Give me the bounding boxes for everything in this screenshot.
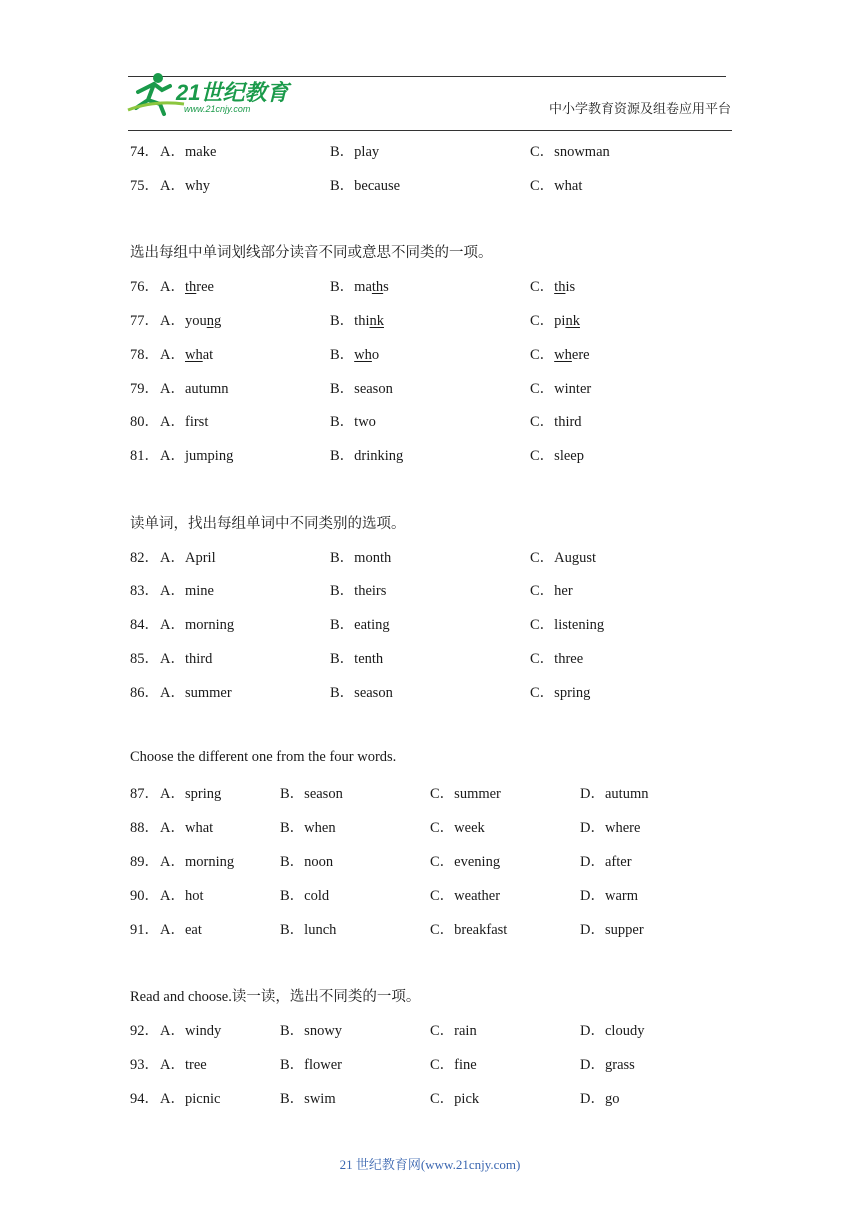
option-label: B．: [280, 854, 305, 870]
logo-url: www.21cnjy.com: [184, 104, 251, 114]
option-word: make: [184, 144, 217, 160]
option-label: C．: [530, 347, 555, 363]
option-label: A．: [160, 617, 185, 633]
question-number: 78．: [130, 347, 159, 363]
option-a[interactable]: [160, 410, 208, 431]
option-d[interactable]: [580, 1053, 635, 1074]
option-a[interactable]: [160, 444, 233, 465]
option-word: because: [354, 178, 401, 194]
option-word: winter: [554, 381, 592, 397]
option-word: play: [354, 144, 380, 160]
option-c[interactable]: [430, 1019, 477, 1040]
option-word: jumping: [184, 448, 234, 464]
option-word: what: [554, 178, 583, 194]
option-label: B．: [330, 617, 355, 633]
option-a[interactable]: [160, 816, 213, 837]
option-word: why: [184, 178, 210, 194]
section-instruction: Read and choose.读一读，选出不同类的一项。: [130, 989, 421, 1005]
option-c[interactable]: [430, 1087, 479, 1108]
option-label: B．: [330, 583, 355, 599]
option-label: D．: [580, 1091, 605, 1107]
option-label: A．: [160, 178, 185, 194]
option-word: week: [454, 820, 485, 836]
option-label: A．: [160, 144, 185, 160]
option-label: C．: [430, 888, 455, 904]
option-c[interactable]: [530, 579, 573, 600]
option-label: C．: [530, 381, 555, 397]
underlined-part: wh: [354, 347, 372, 363]
option-a[interactable]: [160, 174, 210, 195]
option-word: mine: [184, 583, 214, 599]
option-b[interactable]: [280, 884, 329, 905]
option-word: season: [304, 786, 343, 802]
option-label: D．: [580, 888, 605, 904]
question-number: 75．: [130, 178, 159, 194]
option-word: season: [354, 685, 393, 701]
option-label: B．: [280, 888, 305, 904]
option-word: autumn: [184, 381, 229, 397]
option-label: A．: [160, 347, 185, 363]
option-b[interactable]: [330, 275, 389, 296]
question-number: 88．: [130, 820, 159, 836]
underlined-part: th: [184, 279, 197, 295]
option-b[interactable]: [330, 343, 379, 364]
option-word: autumn: [604, 786, 649, 802]
option-word: August: [554, 550, 597, 566]
option-word: her: [554, 583, 573, 599]
option-word: picnic: [184, 1091, 221, 1107]
option-label: C．: [430, 1023, 455, 1039]
option-label: D．: [580, 820, 605, 836]
option-c[interactable]: [530, 140, 610, 161]
option-label: B．: [330, 448, 355, 464]
option-b[interactable]: [280, 850, 333, 871]
option-label: C．: [430, 1057, 455, 1073]
option-word: windy: [184, 1023, 222, 1039]
option-label: C．: [530, 550, 555, 566]
question-number: 90．: [130, 888, 159, 904]
option-word: breakfast: [454, 922, 508, 938]
option-a[interactable]: [160, 309, 221, 330]
question-number: 74．: [130, 144, 159, 160]
question-number: 76．: [130, 279, 159, 295]
question-number: 83．: [130, 583, 159, 599]
option-word: morning: [184, 617, 235, 633]
option-word: grass: [604, 1057, 635, 1073]
question-number: 92．: [130, 1023, 159, 1039]
option-a[interactable]: [160, 343, 213, 364]
option-a[interactable]: [160, 1053, 207, 1074]
option-a[interactable]: [160, 1019, 221, 1040]
option-b[interactable]: [280, 782, 343, 803]
option-word: pick: [454, 1091, 480, 1107]
option-d[interactable]: [580, 1019, 644, 1040]
option-label: A．: [160, 1057, 185, 1073]
option-label: D．: [580, 1023, 605, 1039]
option-c[interactable]: [430, 918, 507, 939]
option-a[interactable]: [160, 850, 234, 871]
option-word: tree: [184, 1057, 207, 1073]
option-word: two: [354, 414, 376, 430]
option-c[interactable]: [530, 174, 582, 195]
option-word: cold: [304, 888, 330, 904]
option-label: A．: [160, 313, 185, 329]
option-word: where: [554, 347, 590, 363]
option-word: lunch: [304, 922, 337, 938]
option-c[interactable]: [430, 884, 500, 905]
option-label: B．: [330, 178, 355, 194]
underlined-part: nk: [565, 313, 580, 329]
underlined-part: th: [554, 279, 566, 295]
option-word: what: [184, 820, 214, 836]
option-label: B．: [280, 820, 305, 836]
option-c[interactable]: [430, 1053, 477, 1074]
option-c[interactable]: [530, 275, 575, 296]
option-word: fine: [454, 1057, 477, 1073]
underlined-part: wh: [184, 347, 203, 363]
question-number: 79．: [130, 381, 159, 397]
option-word: go: [604, 1091, 620, 1107]
option-label: A．: [160, 854, 185, 870]
option-b[interactable]: [280, 1019, 342, 1040]
option-word: warm: [604, 888, 638, 904]
option-c[interactable]: [530, 647, 583, 668]
option-b[interactable]: [330, 140, 379, 161]
option-label: A．: [160, 381, 185, 397]
question-number: 86．: [130, 685, 159, 701]
option-b[interactable]: [330, 613, 390, 634]
option-word: summer: [184, 685, 232, 701]
option-a[interactable]: [160, 918, 202, 939]
option-word: noon: [304, 854, 334, 870]
section-instruction: Choose the different one from the four words.: [130, 749, 397, 765]
question-number: 94．: [130, 1091, 159, 1107]
option-word: tenth: [354, 651, 384, 667]
option-b[interactable]: [330, 681, 393, 702]
option-word: snowy: [304, 1023, 343, 1039]
option-label: A．: [160, 1023, 185, 1039]
option-label: C．: [530, 414, 555, 430]
footer: 21 世纪教育网(www.21cnjy.com): [339, 1157, 521, 1172]
logo: [124, 70, 294, 118]
option-label: A．: [160, 888, 185, 904]
question-number: 93．: [130, 1057, 159, 1073]
option-d[interactable]: [580, 1087, 619, 1108]
option-b[interactable]: [330, 647, 383, 668]
option-label: D．: [580, 1057, 605, 1073]
option-word: sleep: [554, 448, 584, 464]
option-word: supper: [604, 922, 644, 938]
underlined-part: th: [371, 279, 384, 295]
option-label: B．: [330, 144, 355, 160]
option-word: rain: [454, 1023, 477, 1039]
option-word: flower: [304, 1057, 343, 1073]
option-label: D．: [580, 854, 605, 870]
header-bottom-rule: [128, 130, 732, 131]
header-tagline: 中小学教育资源及组卷应用平台: [549, 101, 732, 116]
option-label: A．: [160, 685, 185, 701]
option-a[interactable]: [160, 647, 212, 668]
option-label: C．: [530, 651, 555, 667]
option-label: C．: [430, 786, 455, 802]
option-label: B．: [330, 381, 355, 397]
option-word: April: [184, 550, 216, 566]
option-word: when: [304, 820, 336, 836]
option-word: summer: [454, 786, 501, 802]
question-number: 91．: [130, 922, 159, 938]
option-word: maths: [354, 279, 389, 295]
underlined-part: ng: [206, 313, 222, 329]
option-word: where: [604, 820, 641, 836]
option-c[interactable]: [530, 546, 596, 567]
option-label: B．: [280, 786, 305, 802]
section-instruction: 读单词，找出每组单词中不同类别的选项。: [130, 516, 406, 532]
option-word: third: [554, 414, 582, 430]
option-word: weather: [454, 888, 501, 904]
option-d[interactable]: [580, 782, 648, 803]
option-word: hot: [184, 888, 204, 904]
option-word: snowman: [554, 144, 610, 160]
option-word: who: [354, 347, 380, 363]
option-word: drinking: [354, 448, 404, 464]
section-instruction: 选出每组中单词划线部分读音不同或意思不同类的一项。: [130, 245, 493, 261]
option-c[interactable]: [430, 816, 485, 837]
option-word: young: [184, 313, 222, 329]
option-label: B．: [330, 550, 355, 566]
option-word: season: [354, 381, 393, 397]
question-number: 84．: [130, 617, 159, 633]
option-word: month: [354, 550, 392, 566]
underlined-part: wh: [554, 347, 572, 363]
option-c[interactable]: [530, 410, 582, 431]
question-number: 77．: [130, 313, 159, 329]
option-c[interactable]: [430, 850, 500, 871]
option-label: D．: [580, 786, 605, 802]
option-a[interactable]: [160, 140, 216, 161]
underlined-part: nk: [369, 313, 384, 329]
option-word: three: [184, 279, 214, 295]
option-label: A．: [160, 786, 185, 802]
option-word: pink: [554, 313, 580, 329]
option-label: C．: [530, 178, 555, 194]
option-b[interactable]: [280, 816, 336, 837]
option-label: B．: [280, 1023, 305, 1039]
option-label: D．: [580, 922, 605, 938]
option-label: C．: [530, 685, 555, 701]
option-label: A．: [160, 550, 185, 566]
option-word: evening: [454, 854, 501, 870]
option-label: A．: [160, 922, 185, 938]
option-label: B．: [330, 414, 355, 430]
option-d[interactable]: [580, 884, 638, 905]
option-word: think: [354, 313, 384, 329]
option-label: C．: [530, 617, 555, 633]
option-a[interactable]: [160, 782, 221, 803]
option-label: B．: [330, 651, 355, 667]
option-word: spring: [554, 685, 591, 701]
option-a[interactable]: [160, 1087, 220, 1108]
question-number: 87．: [130, 786, 159, 802]
option-word: first: [184, 414, 209, 430]
option-label: C．: [430, 1091, 455, 1107]
option-b[interactable]: [330, 410, 376, 431]
option-a[interactable]: [160, 377, 228, 398]
option-a[interactable]: [160, 546, 216, 567]
option-label: B．: [280, 1057, 305, 1073]
question-number: 89．: [130, 854, 159, 870]
option-c[interactable]: [430, 782, 501, 803]
option-a[interactable]: [160, 613, 234, 634]
option-label: A．: [160, 583, 185, 599]
option-label: A．: [160, 651, 185, 667]
option-word: after: [604, 854, 632, 870]
option-b[interactable]: [330, 444, 403, 465]
option-c[interactable]: [530, 613, 604, 634]
option-word: eat: [184, 922, 202, 938]
option-label: A．: [160, 448, 185, 464]
option-word: what: [184, 347, 214, 363]
option-b[interactable]: [330, 174, 400, 195]
option-word: theirs: [354, 583, 387, 599]
option-b[interactable]: [280, 1053, 342, 1074]
option-a[interactable]: [160, 275, 214, 296]
option-label: A．: [160, 1091, 185, 1107]
option-label: C．: [430, 922, 455, 938]
option-d[interactable]: [580, 816, 640, 837]
option-label: C．: [530, 144, 555, 160]
option-label: C．: [530, 583, 555, 599]
option-label: A．: [160, 279, 185, 295]
option-word: this: [554, 279, 576, 295]
option-label: A．: [160, 414, 185, 430]
option-label: B．: [330, 313, 355, 329]
option-word: third: [184, 651, 213, 667]
option-label: C．: [430, 854, 455, 870]
option-b[interactable]: [330, 309, 384, 330]
option-b[interactable]: [330, 579, 386, 600]
option-c[interactable]: [530, 343, 590, 364]
option-label: B．: [280, 922, 305, 938]
question-number: 81．: [130, 448, 159, 464]
option-label: C．: [530, 448, 555, 464]
option-label: C．: [530, 279, 555, 295]
option-c[interactable]: [530, 309, 580, 330]
option-word: three: [554, 651, 584, 667]
question-number: 82．: [130, 550, 159, 566]
option-c[interactable]: [530, 377, 591, 398]
logo-text: 21世纪教育: [176, 80, 289, 105]
option-word: swim: [304, 1091, 336, 1107]
question-number: 85．: [130, 651, 159, 667]
question-number: 80．: [130, 414, 159, 430]
option-d[interactable]: [580, 918, 644, 939]
option-word: spring: [184, 786, 222, 802]
option-c[interactable]: [530, 444, 584, 465]
option-b[interactable]: [280, 1087, 336, 1108]
option-b[interactable]: [280, 918, 336, 939]
option-b[interactable]: [330, 377, 393, 398]
option-label: C．: [530, 313, 555, 329]
option-word: morning: [184, 854, 235, 870]
option-label: A．: [160, 820, 185, 836]
option-label: B．: [280, 1091, 305, 1107]
option-label: B．: [330, 685, 355, 701]
option-a[interactable]: [160, 884, 204, 905]
option-label: C．: [430, 820, 455, 836]
option-word: cloudy: [604, 1023, 645, 1039]
option-c[interactable]: [530, 681, 590, 702]
option-word: eating: [354, 617, 390, 633]
option-label: B．: [330, 279, 355, 295]
option-a[interactable]: [160, 681, 232, 702]
option-d[interactable]: [580, 850, 632, 871]
option-label: B．: [330, 347, 355, 363]
option-word: listening: [554, 617, 605, 633]
option-a[interactable]: [160, 579, 214, 600]
option-b[interactable]: [330, 546, 391, 567]
